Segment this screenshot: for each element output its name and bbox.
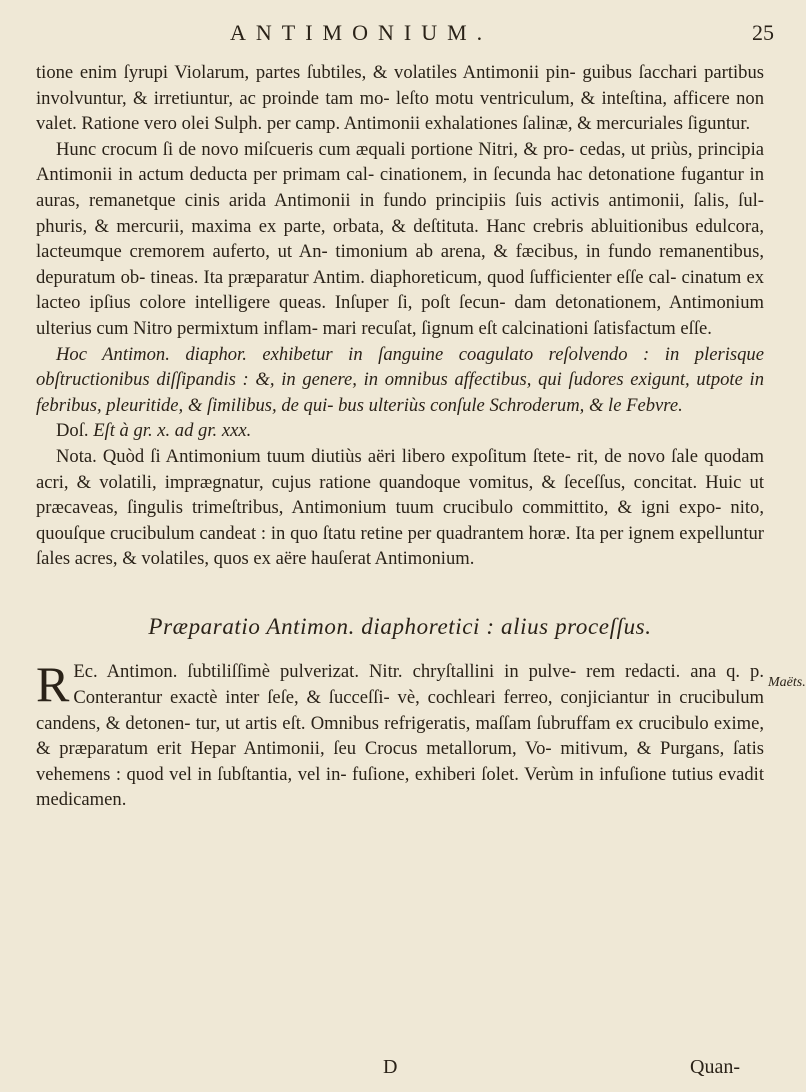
drop-cap: R <box>36 656 70 713</box>
page-footer <box>0 1056 800 1086</box>
paragraph-crocus: Hunc crocum ſi de novo miſcueris cum æquali portione Nitri, & pro- cedas, ut priùs, principia Antimonii in actum deducta per primam cal- cinationem, in ſecunda hac detonatione fugantur in auras, remanetque cinis arida Antimonii in fundo principiis ſuis activis antimonii, ſalis, ſul- phuris, & mercurii, maxima ex parte, orbata, & deſtituta. Hanc crebris abluitionibus edulcora, lacteumque cremorem auferto, ut An- timonium ab arena, & fæcibus, in fundo remanentibus, depuratum ob- tineas. Ita præparatur Antim. diaphoreticum, quod ſufficienter eſſe cal- cinatum ex lacteo ipſius colore intelligere queas. Inſuper ſi, poſt ſecun- dam detonationem, Antimonium ulterius cum Nitro permixtum inflam- mari recuſat, ſignum eſt calcinationi ſatisfactum eſſe. <box>36 138 764 339</box>
margin-note: Maëts. <box>768 675 806 690</box>
paragraph-recipe <box>36 656 764 813</box>
section-title: Præparatio Antimon. diaphoretici : alius proceſſus. <box>148 613 652 639</box>
recipe-text: Ec. Antimon. ſubtiliſſimè pulverizat. Nitr. chryſtallini in pulve- rem redacti. ana q. p. Conterantur exactè inter ſeſe, & ſucceſſi- vè, cochleari ferreo, conjiciantur in crucibulum candens, & detonen- tur, ut artis eſt. Omnibus refrigeratis, maſſam ſubruffam ex crucibulo exime, & præparatum erit Hepar Antimonii, ſeu Crocus metallorum, Vo- mitivum, & Purgans, ſatis vehemens : quod vel in ſubſtantia, vel in- fuſione, exhiberi ſolet. Verùm in infuſione tutius evadit medicamen. <box>36 661 764 811</box>
catchword: Quan- <box>690 1056 740 1078</box>
paragraph-dose <box>36 418 764 444</box>
paragraph-usage: Hoc Antimon. diaphor. exhibetur in ſanguine coagulato reſolvendo : in plerisque obſtructionibus diſſipandis : &, in genere, in omnibus affectibus, qui ſudores exigunt, utpote in febribus, pleuritide, & ſimilibus, de qui- bus ulteriùs conſule Schroderum, & le Febvre. <box>36 343 764 416</box>
signature-mark: D <box>383 1056 398 1078</box>
page-number: 25 <box>752 20 774 45</box>
dose-label: Doſ. <box>56 420 89 442</box>
page-header <box>0 14 800 54</box>
paragraph-nota: Nota. Quòd ſi Antimonium tuum diutiùs aëri libero expoſitum ſtete- rit, de novo ſale quodam acri, & volatili, imprægnatur, cujus ratione quandoque vomitus, & ſeceſſus, concitat. Huic ut præcaveas, ſingulis trimeſtribus, Antimonium tuum crucibulo committito, & igni expo- nito, quouſque crucibulum candeat : in quo ſtatu retine per quadrantem horæ. Ita per ignem expelluntur ſales acres, & volatiles, quos ex aëre hauſerat Antimonium. <box>36 445 764 570</box>
paragraph-syrup: tione enim ſyrupi Violarum, partes ſubtiles, & volatiles Antimonii pin- guibus ſacchari partibus involvuntur, & irretiuntur, ac proinde tam mo- leſto motu ventriculum, & inteſtina, afficere non valet. Ratione vero olei Sulph. per camp. Antimonii exhalationes ſalinæ, & mercuriales ſiguntur. <box>36 62 764 135</box>
dose-value: Eſt à gr. x. ad gr. xxx. <box>93 420 252 442</box>
running-title: ANTIMONIUM. <box>230 20 493 45</box>
body-text <box>36 60 764 813</box>
